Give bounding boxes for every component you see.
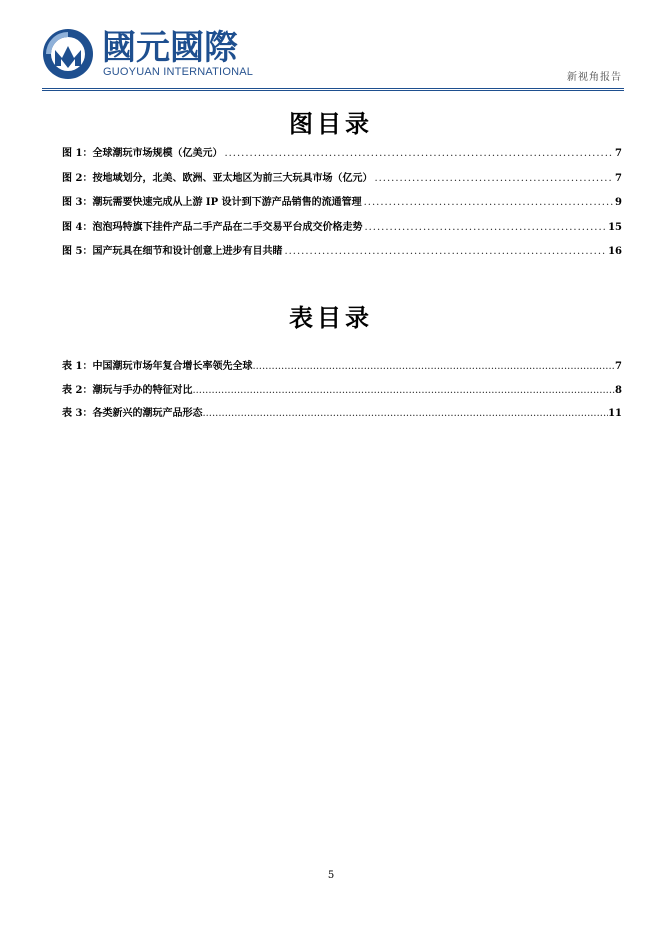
dot-leader [364,197,613,208]
logo-chinese-name: 國元國際 [102,28,238,68]
dot-leader [224,148,613,159]
entry-label: 图 4：泡泡玛特旗下挂件产品二手产品在二手交易平台成交价格走势 [62,221,363,233]
table-toc-entry[interactable] [62,404,622,428]
entry-page: 9 [615,197,622,208]
table-list-title: 表目录 [289,303,373,332]
dot-leader [252,361,615,372]
entry-page: 7 [615,148,622,159]
entry-page: 16 [608,246,622,257]
figure-toc-entry[interactable] [62,242,622,267]
dot-leader [364,222,606,233]
entry-label: 表 3：各类新兴的潮玩产品形态 [62,408,203,419]
report-type-label: 新视角报告 [567,72,622,83]
entry-page: 7 [615,172,622,184]
entry-label: 图 5：国产玩具在细节和设计创意上进步有目共睹 [62,246,283,257]
figure-list [62,144,622,267]
dot-leader [192,385,615,396]
entry-label: 表 2：潮玩与手办的特征对比 [62,384,193,396]
figure-toc-entry[interactable] [62,218,622,243]
figure-list-title: 图目录 [289,109,373,138]
entry-label: 图 1：全球潮玩市场规模（亿美元） [62,148,223,159]
table-toc-entry[interactable] [62,357,622,381]
page-number: 5 [327,870,335,881]
dot-leader [284,246,606,257]
page-header [42,28,624,90]
entry-label: 图 2：按地域划分，北美、欧洲、亚太地区为前三大玩具市场（亿元） [62,172,373,184]
table-list [62,357,622,428]
figure-toc-entry[interactable] [62,169,622,194]
entry-page: 11 [608,408,622,419]
figure-toc-entry[interactable] [62,193,622,218]
entry-page: 7 [615,361,622,372]
dot-leader [202,408,608,419]
logo-english-name: GUOYUAN INTERNATIONAL [103,66,254,78]
figure-toc-entry[interactable] [62,144,622,169]
header-divider-secondary [42,90,624,91]
entry-page: 8 [615,384,622,396]
table-toc-entry[interactable] [62,381,622,405]
entry-label: 表 1：中国潮玩市场年复合增长率领先全球 [62,361,253,372]
entry-page: 15 [608,221,622,233]
entry-label: 图 3：潮玩需要快速完成从上游 IP 设计到下游产品销售的流通管理 [62,197,362,208]
dot-leader [374,173,613,184]
guoyuan-logo-icon [42,28,94,80]
header-divider [42,88,624,89]
